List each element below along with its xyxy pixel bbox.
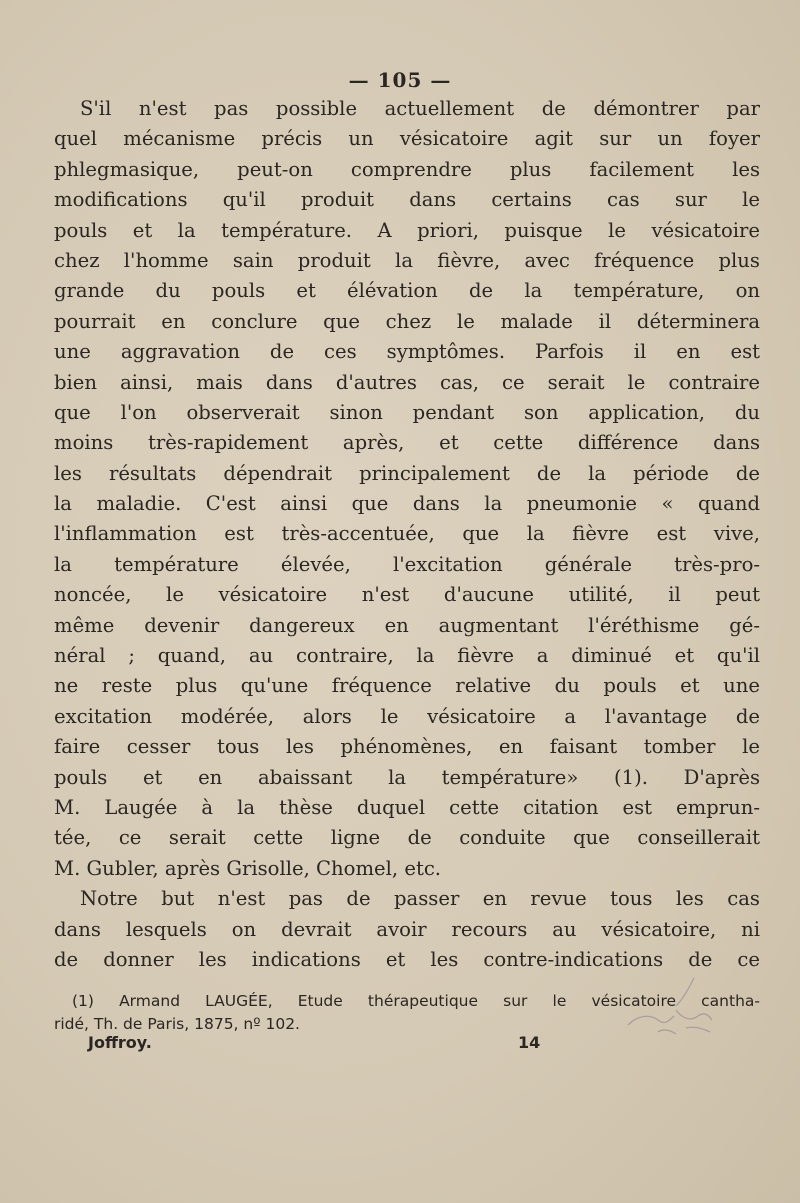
text-line: pouls et en abaissant la température» (1). D'après (54, 765, 760, 789)
text-line: chez l'homme sain produit la fièvre, avec fréquence plus (54, 248, 760, 272)
sheet-number: 14 (518, 1033, 541, 1052)
paragraph-1 (54, 94, 760, 884)
text-line: pouls et la température. A priori, puisque le vésicatoire (54, 218, 760, 242)
text-line: phlegmasique, peut-on comprendre plus facilement les (54, 157, 760, 181)
text-line: la température élevée, l'excitation générale très-pro- (54, 552, 760, 576)
text-line: la maladie. C'est ainsi que dans la pneumonie « quand (54, 492, 760, 516)
printer-signature (88, 1033, 548, 1052)
text-line: même devenir dangereux en augmentant l'éréthisme gé- (54, 613, 760, 637)
text-line: noncée, le vésicatoire n'est d'aucune utilité, il peut (54, 583, 760, 607)
text-line: grande du pouls et élévation de la température, on (54, 279, 760, 303)
text-line: modifications qu'il produit dans certains cas sur le (54, 188, 760, 212)
footnote-line: ridé, Th. de Paris, 1875, nº 102. (54, 1015, 300, 1033)
text-line: que l'on observerait sinon pendant son application, du (54, 400, 760, 424)
library-stamp-icon (598, 970, 718, 1045)
text-line: l'inflammation est très-accentuée, que la fièvre est vive, (54, 522, 760, 546)
signature-author: Joffroy. (88, 1033, 152, 1052)
page-number: — 105 — (348, 68, 452, 92)
body-text (54, 94, 760, 975)
text-line: M. Laugée à la thèse duquel cette citation est emprun- (54, 795, 760, 819)
text-line: pourrait en conclure que chez le malade il déterminera (54, 309, 760, 333)
text-line: de donner les indications et les contre-indications de ce (54, 947, 760, 971)
text-line: quel mécanisme précis un vésicatoire agit sur un foyer (54, 127, 760, 151)
text-line: excitation modérée, alors le vésicatoire a l'avantage de (54, 704, 760, 728)
text-line: ne reste plus qu'une fréquence relative du pouls et une (54, 674, 760, 698)
text-line: les résultats dépendrait principalement de la période de (54, 461, 760, 485)
text-line: tée, ce serait cette ligne de conduite que conseillerait (54, 826, 760, 850)
footnote-line: (1) Armand LAUGÉE, Etude thérapeutique sur le vésicatoire cantha- (72, 992, 760, 1010)
text-line: bien ainsi, mais dans d'autres cas, ce serait le contraire (54, 370, 760, 394)
text-line: une aggravation de ces symptômes. Parfois il en est (54, 340, 760, 364)
text-line: dans lesquels on devrait avoir recours au vésicatoire, ni (54, 917, 760, 941)
text-line: Notre but n'est pas de passer en revue tous les cas (80, 887, 760, 911)
text-line: néral ; quand, au contraire, la fièvre a diminué et qu'il (54, 644, 760, 668)
text-line: faire cesser tous les phénomènes, en faisant tomber le (54, 735, 760, 759)
paragraph-2 (54, 884, 760, 975)
text-line: moins très-rapidement après, et cette différence dans (54, 431, 760, 455)
text-line: S'il n'est pas possible actuellement de démontrer par (80, 97, 760, 120)
text-line: M. Gubler, après Grisolle, Chomel, etc. (54, 856, 442, 880)
